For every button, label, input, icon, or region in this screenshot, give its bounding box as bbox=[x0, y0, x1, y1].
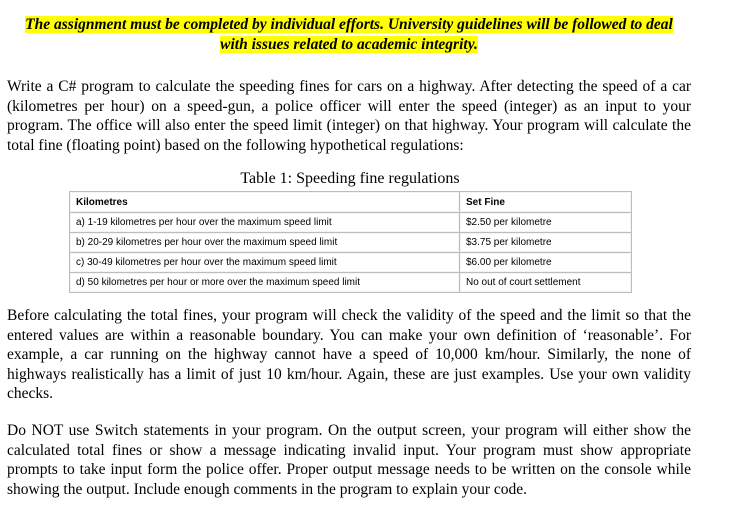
table-row bbox=[70, 273, 632, 293]
row-fine: No out of court settlement bbox=[460, 273, 632, 293]
integrity-notice-line1: The assignment must be completed by individual efforts. University guidelines will be followed to deal bbox=[25, 16, 673, 33]
validity-paragraph: Before calculating the total fines, your program will check the validity of the speed and the limit so that the entered values are within a reasonable boundary. You can make your own definition of ‘reasonable’. For example, a car running on the highway cannot have a speed of 10,000 km/hour. Similarly, the none of highways realistically has a limit of just 10 km/hour. Again, these are just examples. Use your own validity checks. bbox=[7, 307, 691, 403]
integrity-notice-line2: with issues related to academic integrity. bbox=[220, 36, 478, 53]
header-kilometres: Kilometres bbox=[70, 192, 460, 213]
table-row bbox=[70, 213, 632, 233]
header-set-fine: Set Fine bbox=[460, 192, 632, 213]
table-row bbox=[70, 233, 632, 253]
speeding-fine-table bbox=[69, 191, 632, 293]
table-row bbox=[70, 253, 632, 273]
integrity-notice bbox=[7, 15, 691, 55]
row-fine: $3.75 per kilometre bbox=[460, 233, 632, 253]
intro-paragraph: Write a C# program to calculate the speeding fines for cars on a highway. After detecting the speed of a car (kilometres per hour) on a speed-gun, a police officer will enter the speed (integer) as an input to your program. The office will also enter the speed limit (integer) on that highway. Your program will calculate the total fine (floating point) based on the following hypothetical regulations: bbox=[7, 78, 691, 154]
row-fine: $2.50 per kilometre bbox=[460, 213, 632, 233]
row-fine: $6.00 per kilometre bbox=[460, 253, 632, 273]
table-header-row bbox=[70, 192, 632, 213]
requirements-paragraph: Do NOT use Switch statements in your program. On the output screen, your program will either show the calculated total fines or show a message indicating invalid input. Your program must show appropriate prompts to take input form the police offer. Proper output message needs to be written on the console while showing the output. Include enough comments in the program to explain your code. bbox=[7, 422, 691, 498]
row-range: d) 50 kilometres per hour or more over the maximum speed limit bbox=[70, 273, 460, 293]
table-caption: Table 1: Speeding fine regulations bbox=[240, 170, 460, 187]
row-range: c) 30-49 kilometres per hour over the maximum speed limit bbox=[70, 253, 460, 273]
row-range: a) 1-19 kilometres per hour over the maximum speed limit bbox=[70, 213, 460, 233]
row-range: b) 20-29 kilometres per hour over the maximum speed limit bbox=[70, 233, 460, 253]
